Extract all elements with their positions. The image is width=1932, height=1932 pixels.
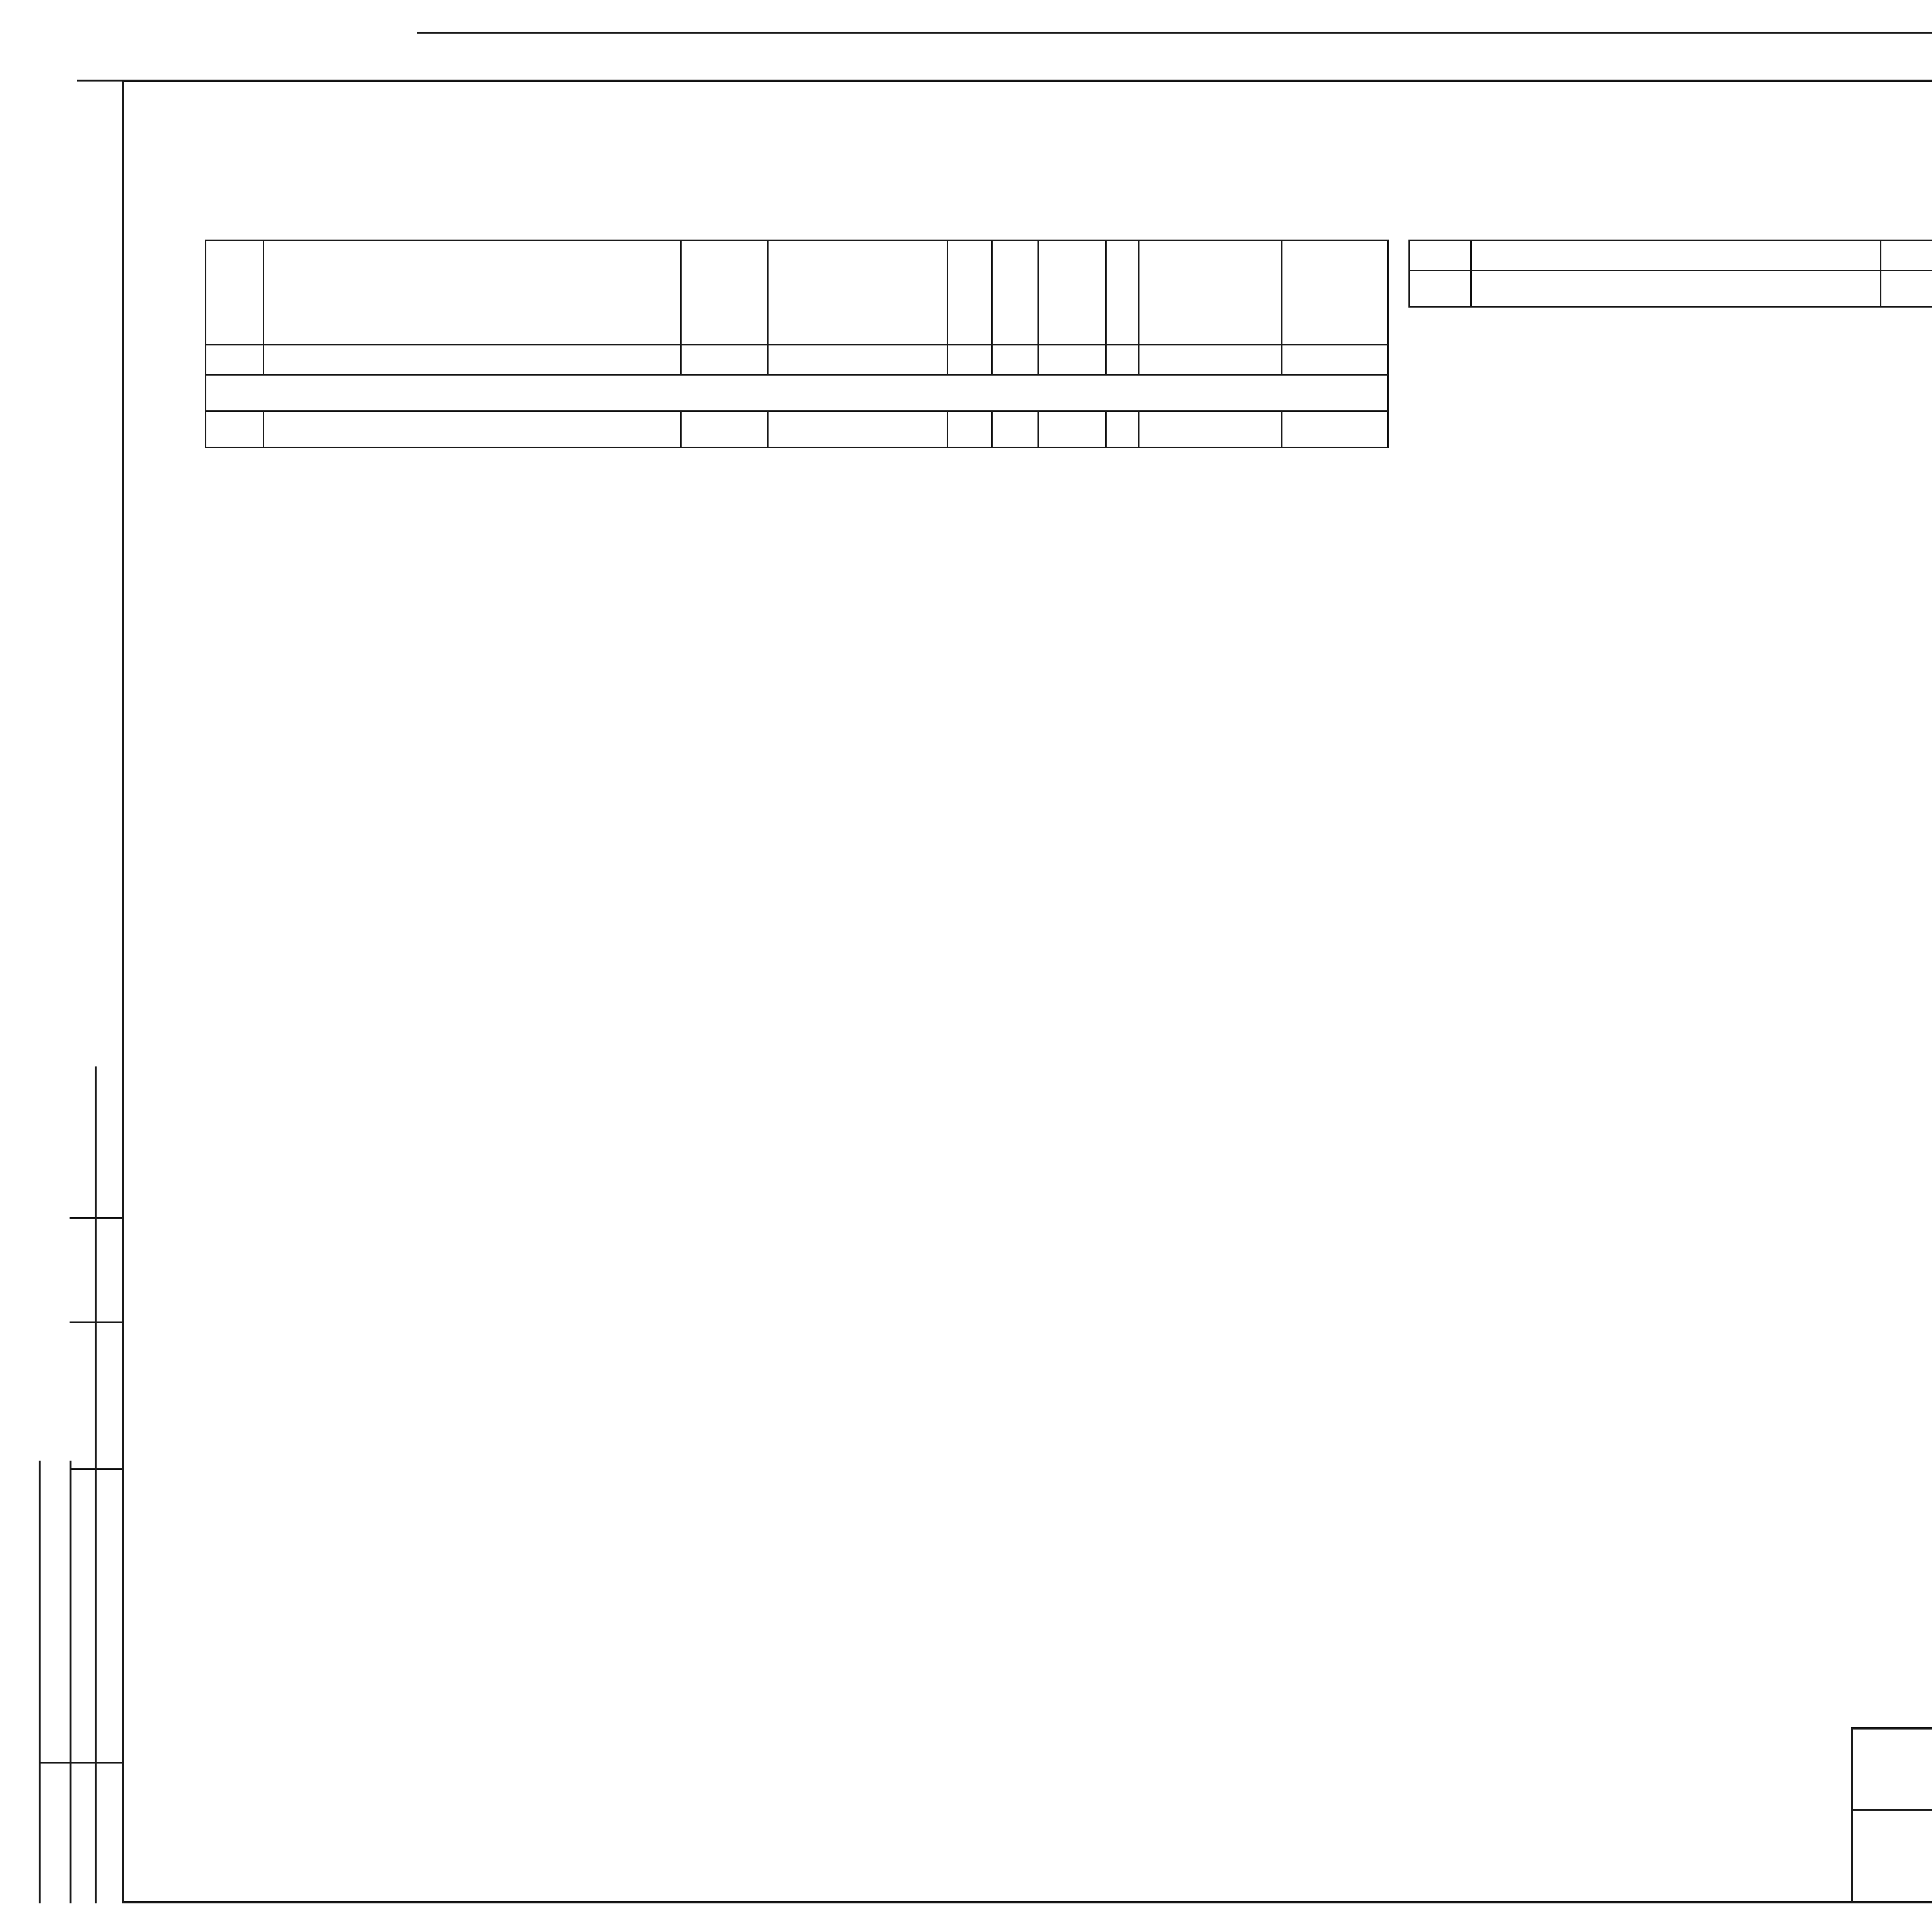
left-h-type	[681, 240, 768, 345]
left-header-row	[206, 240, 1388, 345]
left-h-spec	[768, 240, 947, 345]
left-colnum-row	[206, 345, 1388, 375]
right-cn-3	[1881, 240, 1932, 270]
cell-spec	[768, 411, 947, 447]
top-left-margin-line	[77, 80, 124, 82]
cell-no	[206, 411, 264, 447]
cell-power-total	[1106, 411, 1139, 447]
right-cn-2	[1471, 240, 1881, 270]
title-block	[1851, 1727, 1932, 1903]
table-row	[206, 411, 1388, 447]
left-h-name	[264, 240, 681, 345]
left-cn-1	[206, 345, 264, 375]
object-name	[1853, 1811, 1932, 1906]
left-cn-8	[1106, 345, 1139, 375]
table-row	[1409, 270, 1932, 307]
left-cn-6	[992, 345, 1038, 375]
cell-name	[264, 411, 681, 447]
left-cn-5	[947, 345, 992, 375]
left-cn-2	[264, 345, 681, 375]
right-table-body	[1409, 270, 1932, 307]
left-table-body	[206, 375, 1388, 447]
right-colnum-row	[1409, 240, 1932, 270]
left-h-maker	[1139, 240, 1282, 345]
stamp-divider-4	[70, 1468, 122, 1470]
section-heading	[206, 375, 1388, 411]
spec-table-right	[1408, 240, 1932, 308]
left-cn-7	[1038, 345, 1106, 375]
stamp-line-1	[39, 1461, 41, 1903]
spec-table-left	[205, 240, 1389, 448]
cell-note	[1282, 411, 1388, 447]
left-section-row	[206, 375, 1388, 411]
left-h-ptotal	[1106, 240, 1139, 345]
cell-weight	[992, 411, 1038, 447]
right-cn-1	[1409, 240, 1471, 270]
cell-type	[681, 411, 768, 447]
cell-no	[1409, 270, 1471, 307]
stamp-divider-3	[70, 1321, 122, 1323]
top-margin-line	[417, 32, 1932, 34]
cell-power-unit	[1038, 411, 1106, 447]
stamp-line-3	[95, 1066, 97, 1903]
left-h-no	[206, 240, 264, 345]
stamp-divider-1	[39, 1762, 122, 1764]
cell-name	[1471, 270, 1881, 307]
title-block-org	[1853, 1730, 1932, 1811]
left-h-punit	[1038, 240, 1106, 345]
left-h-qty	[947, 240, 992, 345]
left-h-note	[1282, 240, 1388, 345]
stamp-line-2	[70, 1461, 71, 1903]
left-h-weight	[992, 240, 1038, 345]
left-cn-4	[768, 345, 947, 375]
cell-type	[1881, 270, 1932, 307]
stamp-divider-2	[70, 1217, 122, 1219]
cell-maker	[1139, 411, 1282, 447]
left-cn-9	[1139, 345, 1282, 375]
org-city-year-line	[1858, 1732, 1932, 1750]
cell-qty	[947, 411, 992, 447]
left-cn-3	[681, 345, 768, 375]
left-cn-10	[1282, 345, 1388, 375]
